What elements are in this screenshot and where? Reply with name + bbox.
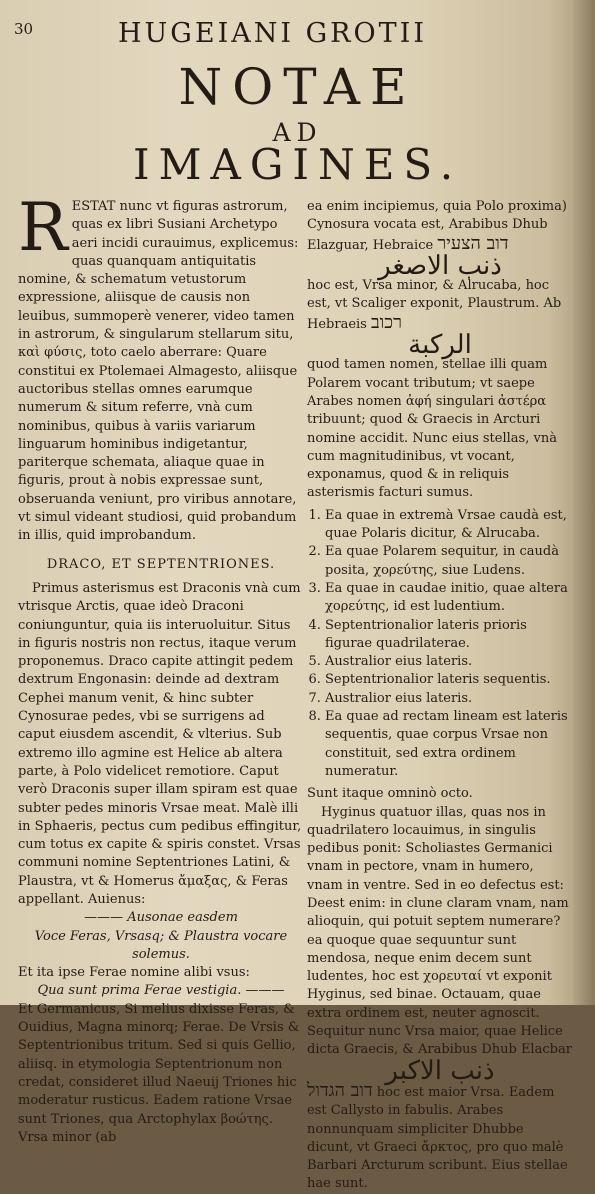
- drop-cap: R: [18, 189, 68, 266]
- star-item: 2. Ea quae Polarem sequitur, in caudà posita, χορεύτης, siue Ludens.: [325, 543, 573, 580]
- summary-text: Sunt itaque omninò octo.: [307, 786, 473, 802]
- hebrew-term-1: דוב הצעיר: [437, 232, 509, 254]
- hebrew-term-2: רכוב: [370, 311, 402, 333]
- arabic-term-3: ذنب الاكبر: [385, 1055, 495, 1086]
- star-item: 8. Ea quae ad rectam lineam est lateris sequentis, quae corpus Vrsae non constituit, sed extra ordinem numeratur.: [325, 708, 573, 781]
- running-head: HUGEIANI GROTII: [118, 18, 427, 49]
- right-column: [307, 198, 573, 1194]
- intro-paragraph: [18, 189, 304, 546]
- arabic-term-1: ذنب الاصغر: [378, 250, 502, 281]
- section-heading: DRACO, ET SEPTENTRIONES.: [46, 556, 276, 572]
- alrucaba-text: [307, 277, 573, 334]
- star-item: 1. Ea quae in extremà Vrsae caudà est, quae Polaris dicitur, & Alrucaba.: [325, 507, 573, 544]
- quote-auienus-b: Voce Feras, Vrsasq; & Plaustra vocare solemus.: [34, 928, 288, 962]
- cynosura-intro: ea enim incipiemus, quia Polo proxima) Cynosura vocata est, Arabibus Dhub Elazguar, Hebraice: [307, 199, 567, 253]
- star-item: 7. Australior eius lateris.: [325, 690, 573, 708]
- star-item: 4. Septentrionalior lateris prioris figurae quadrilaterae.: [325, 617, 573, 654]
- intro-text: ESTAT nunc vt figuras astrorum, quas ex libri Susiani Archetypo aeri incidi curauimus, explicemus: quas quanquam antiquitatis nomine, & schematum vetustorum expressione, aliisque de causis non leuibus, summoperè venerer, video tamen in astrorum, & singularum stellarum situ, καὶ φύσις, toto caelo aberrare: Quare constitui ex Ptolemaei Almagesto, aliisque auctoribus stellas omnes earumque numerum & situm referre, vnà cum nominibus, quibus à variis variarum linguarum hominibus indigetantur, pariterque schemata, aliaque quae in figuris, prout à nobis expressae sunt, obseruanda veniunt, pro viribus annotare, vt simul videant studiosi, quid probandum in illis, quid improbandum.: [18, 199, 299, 544]
- paragraph-draco: Primus asterismus est Draconis vnà cum vtrisque Arctis, quae ideò Draconi coniunguntur, quia iis interuoluitur. Situs in figuris nostris non rectus, itaque verum proponemus. Draco capite attingit pedem dextrum Engonasin: deinde ad dextram Cephei manum venit, & hinc subter Cynosurae pedes, vbi se surrigens ad caput eiusdem ascendit, & vlterius. Sub extremo illo agmine est Helice ab altera parte, à Polo videlicet remotiore. Caput verò Draconis super illam spiram est quae subter pedes minoris Vrsae meat. Malè illi in Sphaeris, pectus cum pedibus effingitur, cum totus ex capite & spiris constet. Vrsas communi nomine Septentriones Latini, & Plaustra, vt & Homerus ἄμαξας, & Feras appellant. Auienus:: [18, 580, 302, 907]
- quote-fera: Qua sunt prima Ferae vestigia. ———: [37, 983, 285, 999]
- polaris-text: quod tamen nomen, stellae illi quam Polarem vocant tributum; vt saepe Arabes nomen ἀφή singulari ἀστέρα tribuunt; quod & Graecis in Arcturi nomine accidit. Nunc eius stellas, vnà cum magnitudinibus, vt vocant, exponamus, quod & in reliquis asterismis facturi sumus.: [307, 357, 557, 501]
- hebrew-term-3: דוב הגדול: [307, 1079, 373, 1101]
- title-imagines: IMAGINES.: [132, 140, 463, 189]
- quote-auienus-a: ——— Ausonae easdem: [84, 910, 238, 926]
- star-item: 5. Australior eius lateris.: [325, 653, 573, 671]
- paragraph-germanicus: Et Germanicus, Si melius dixisse Feras, & Ouidius, Magna minorq; Ferae. De Vrsis & Septentrionibus tritum. Sed si quis Gellio, aliisq. in etymologia Septentrionum non credat, consideret illud Naeuij Triones hic moderatur rusticus. Eadem ratione Vrsae sunt Triones, qua Arctophylax βοώτης. Vrsa minor (ab: [18, 1001, 300, 1145]
- hyginus-text: Hyginus quatuor illas, quas nos in quadrilatero locauimus, in singulis pedibus ponit: Scholiastes Germanici vnam in pectore, vnam in humero, vnam in ventre. Sed in eo defectus est: Deest enim: in clune claram vnam, nam alioquin, qui potuit septem numerare? ea quoque quae sequuntur sunt mendosa, neque enim decem sunt ludentes, hoc est χορευταί vt exponit Hyginus, sed binae. Octauam, quae extra ordinem est, neuter agnoscit. Sequitur nunc Vrsa maior, quae Helice dicta Graecis, & Arabibus Dhub Elacbar: [307, 804, 572, 1058]
- paragraph-fera: Et ita ipse Ferae nomine alibi vsus:: [18, 965, 250, 981]
- alrucaba-words: hoc est, Vrsa minor, & Alrucaba, hoc est, vt Scaliger exponit, Plaustrum. Ab Hebraeis: [307, 278, 562, 332]
- star-item: 6. Septentrionalior lateris sequentis.: [325, 671, 573, 689]
- ursa-maior-text: [307, 1079, 573, 1194]
- page-number: 30: [14, 20, 34, 38]
- title-notae: NOTAE: [178, 58, 417, 116]
- arabic-term-2: الركبة: [408, 330, 472, 361]
- ursa-maior-words: hoc est maior Vrsa. Eadem est Callysto in fabulis. Arabes nonnunquam simpliciter Dhubbe dicunt, vt Graeci ἄρκτος, pro quo malè Barbari Arcturum scribunt. Eius stellae hae sunt.: [307, 1084, 568, 1192]
- star-list: [307, 507, 573, 781]
- cynosura-text: [307, 198, 573, 255]
- star-item: 3. Ea quae in caudae initio, quae altera χορεύτης, id est ludentium.: [325, 580, 573, 617]
- title-ad: AD: [272, 118, 323, 147]
